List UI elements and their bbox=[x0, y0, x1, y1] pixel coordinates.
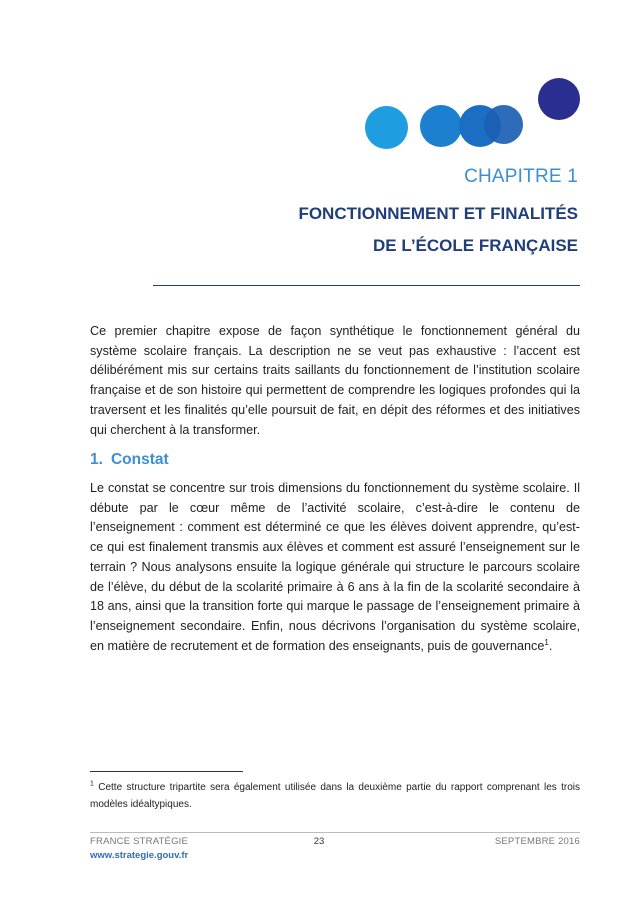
section-paragraph bbox=[90, 479, 580, 656]
footer-url-link[interactable]: www.strategie.gouv.fr bbox=[90, 850, 189, 861]
chapter-title bbox=[298, 198, 578, 262]
footnote-marker: 1 bbox=[90, 780, 94, 788]
footer-org: FRANCE STRATÉGIE bbox=[90, 836, 189, 847]
page-number: 23 bbox=[313, 836, 325, 847]
section-body-end: . bbox=[548, 638, 553, 653]
footnote-text: Cette structure tripartite sera également utilisée dans la deuxième partie du rapport comprenant les trois modèles idéaltypiques. bbox=[90, 782, 580, 810]
chapter-title-line-1: FONCTIONNEMENT ET FINALITÉS bbox=[298, 204, 578, 223]
section-title: Constat bbox=[110, 451, 169, 468]
section-number: 1. bbox=[90, 451, 103, 468]
footnote bbox=[90, 779, 580, 813]
logo-circles bbox=[365, 76, 585, 156]
chapter-title-line-2: DE L’ÉCOLE FRANÇAISE bbox=[373, 236, 578, 255]
footer-date: SEPTEMBRE 2016 bbox=[494, 836, 580, 847]
logo-circle-overlap bbox=[484, 105, 523, 144]
title-divider bbox=[153, 285, 580, 286]
footnote-reference[interactable]: 1 bbox=[544, 637, 549, 647]
chapter-number: CHAPITRE 1 bbox=[464, 166, 578, 187]
logo-circle-navy bbox=[538, 78, 580, 120]
section-body: Le constat se concentre sur trois dimensions du fonctionnement du système scolaire. Il débute par le cœur même de l’activité scolaire, c’est-à-dire le contenu de l’enseignement : comment est déterminé ce que les élèves doivent apprendre, qu’est-ce qui est finalement transmis aux élèves et comment est assuré l’enseignement sur le terrain ? Nous analysons ensuite la logique générale qui structure le parcours scolaire de l’élève, du début de la scolarité primaire à 6 ans à la fin de la scolarité secondaire à 18 ans, ainsi que la transition forte qui marque le passage de l’enseignement primaire à l’enseignement secondaire. Enfin, nous décrivons l’organisation du système scolaire, en matière de recrutement et de formation des enseignants, puis de gouvernance bbox=[90, 481, 580, 653]
section-heading bbox=[90, 451, 169, 469]
intro-paragraph: Ce premier chapitre expose de façon synthétique le fonctionnement général du système scolaire français. La description ne se veut pas exhaustive : l’accent est délibérément mis sur certains traits saillants du fonctionnement de l’institution scolaire française et de son histoire qui permettent de comprendre les logiques profondes qui la traversent et les finalités qu’elle poursuit de fait, en dépit des réformes et des initiatives qui cherchent à la transformer. bbox=[90, 324, 580, 437]
footer-divider bbox=[90, 832, 580, 833]
footnote-separator bbox=[90, 771, 243, 772]
logo-circle-mid bbox=[420, 105, 462, 147]
logo-circle-light bbox=[365, 106, 408, 149]
